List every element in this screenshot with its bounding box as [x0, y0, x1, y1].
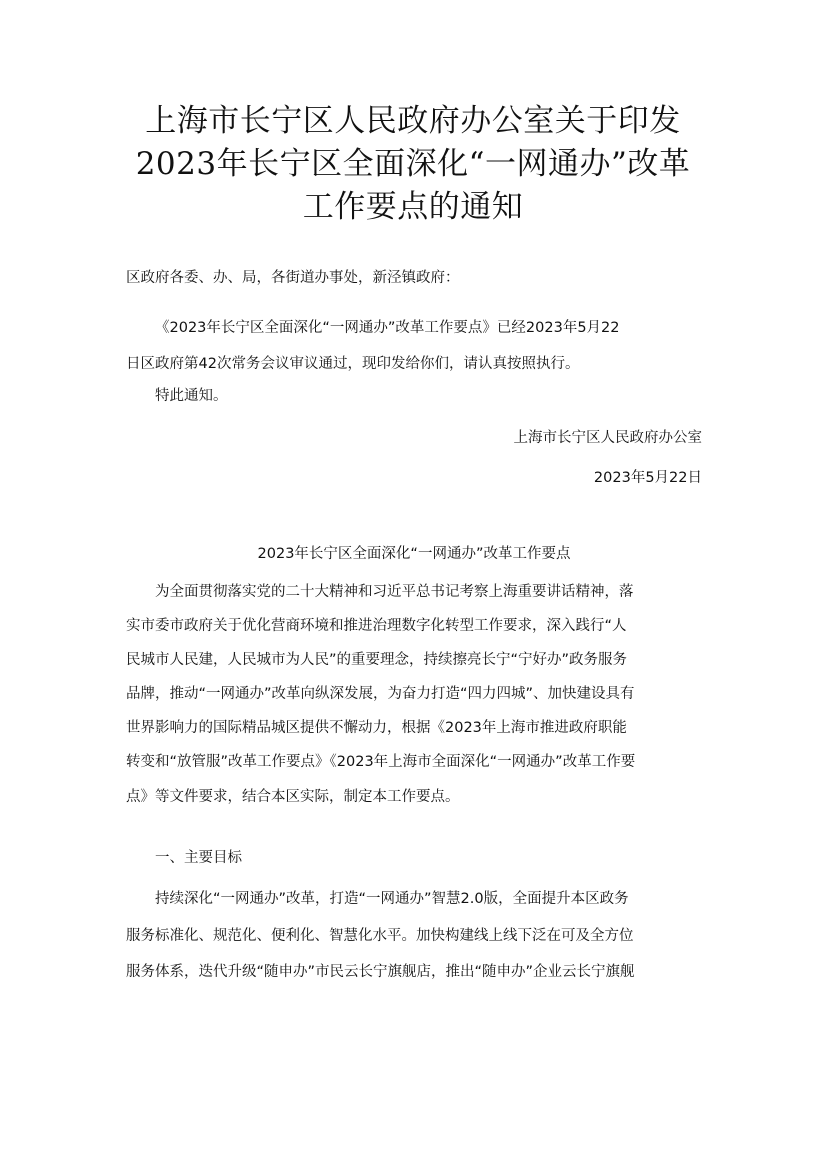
- paragraph-line: 为全面贯彻落实党的二十大精神和习近平总书记考察上海重要讲话精神，落: [155, 584, 634, 600]
- goals-paragraph: [126, 881, 702, 991]
- closing-notice: 特此通知。: [155, 388, 228, 404]
- paragraph-line: 品牌，推动“一网通办”改革向纵深发展，为奋力打造“四力四城”、加快建设具有: [126, 686, 635, 703]
- intro-paragraph: [126, 575, 702, 814]
- paragraph-line: 世界影响力的国际精品城区提供不懈动力，根据《2023年上海市推进政府职能: [126, 720, 627, 737]
- paragraph-line: 民城市人民建，人民城市为人民”的重要理念，持续擦亮长宁“宁好办”政务服务: [126, 652, 628, 669]
- section-heading: 一、主要目标: [155, 850, 242, 866]
- document-title: [110, 100, 716, 229]
- paragraph-line: 《2023年长宁区全面深化“一网通办”改革工作要点》已经2023年5月22: [155, 320, 620, 336]
- title-line: 2023年长宁区全面深化“一网通办”改革: [135, 146, 691, 182]
- paragraph-line: 服务标准化、规范化、便利化、智慧化水平。加快构建线上线下泛在可及全方位: [126, 927, 634, 944]
- issue-date: 2023年5月22日: [593, 470, 702, 486]
- paragraph-line: 持续深化“一网通办”改革，打造“一网通办”智慧2.0版，全面提升本区政务: [155, 891, 629, 907]
- paragraph-line: 服务体系，迭代升级“随申办”市民云长宁旗舰店，推出“随申办”企业云长宁旗舰: [126, 964, 635, 980]
- paragraph-line: 日区政府第42次常务会议审议通过，现印发给你们，请认真按照执行。: [126, 356, 580, 372]
- attachment-title: 2023年长宁区全面深化“一网通办”改革工作要点: [257, 546, 571, 562]
- salutation: 区政府各委、办、局，各街道办事处，新泾镇政府：: [126, 270, 460, 286]
- issuing-office: 上海市长宁区人民政府办公室: [513, 430, 702, 446]
- title-line: 上海市长宁区人民政府办公室关于印发: [145, 103, 681, 139]
- notice-paragraph: [126, 310, 702, 382]
- paragraph-line: 点》等文件要求，结合本区实际，制定本工作要点。: [126, 788, 460, 805]
- title-line: 工作要点的通知: [302, 189, 524, 225]
- paragraph-line: 实市委市政府关于优化营商环境和推进治理数字化转型工作要求，深入践行“人: [126, 618, 627, 635]
- paragraph-line: 转变和“放管服”改革工作要点》《2023年上海市全面深化“一网通办”改革工作要: [126, 754, 636, 771]
